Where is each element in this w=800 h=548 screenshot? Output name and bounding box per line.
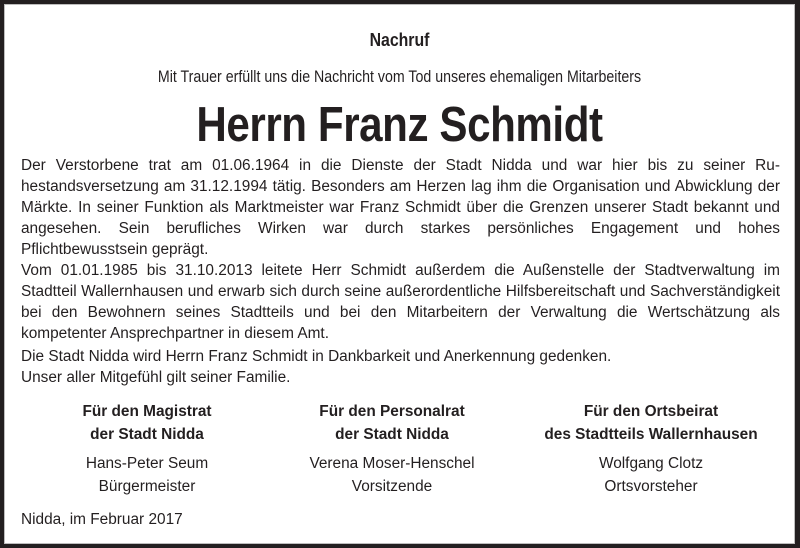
paragraph-branch-office: Vom 01.01.1985 bis 31.10.2013 leitete Herr Schmidt außerdem die Außenstelle der Stadtverwaltung im Stadtteil Wallernhausen und erwarb sich durch seine außerordentliche Hilfsbereitschaft und Sachverständigkeit bei den Bewohnern seines Stadtteils und bei den Mitarbeitern der Verwaltung die Wertschätzung als kompetenter Ansprechpartner in diesem Amt. [21,262,780,342]
signatory-name: Hans-Peter Seum [85,455,209,472]
signatory-org-line1: Für den Magistrat [82,403,212,420]
signatory-role: Ortsvorsteher [604,478,698,495]
obituary-notice [4,4,795,544]
notice-kicker: Nachruf [369,30,430,50]
signatory-org-line1: Für den Personalrat [319,403,465,420]
closing-line-condolence: Unser aller Mitgefühl gilt seiner Familie. [21,369,291,386]
dateline: Nidda, im Februar 2017 [21,511,183,528]
signatory-org-line2: der Stadt Nidda [335,426,449,443]
signatory-org-line2: der Stadt Nidda [90,426,204,443]
notice-intro: Mit Trauer erfüllt uns die Nachricht vom Tod unseres ehemaligen Mitarbeiters [157,68,642,86]
signatory-name: Wolfgang Clotz [598,455,704,472]
signatory-magistrat [27,400,267,498]
signatory-name: Verena Moser-Henschel [309,455,475,472]
signatory-role: Bürgermeister [98,478,196,495]
paragraph-career: Der Verstorbene trat am 01.06.1964 in die Dienste der Stadt Nidda und war hier bis zu seiner Ruhestandsversetzung am 31.12.1994 tätig. Besonders am Herzen lag ihm die Organisation und Abwicklung der Märkte. In seiner Funktion als Marktmeister war Franz Schmidt über die Grenzen unserer Stadt bekannt und angesehen. Sein berufliches Wirken war durch starkes persönliches Engagement und hohes Pflichtbewusstsein geprägt. [21,157,780,258]
signatory-org-line2: des Stadtteils Wallernhausen [544,426,758,443]
signatory-org-line1: Für den Ortsbeirat [583,403,719,420]
signatory-personalrat [272,400,512,498]
closing-paragraph [21,346,780,388]
signatory-ortsbeirat [516,400,786,498]
closing-line-remembrance: Die Stadt Nidda wird Herrn Franz Schmidt in Dankbarkeit und Anerkennung gedenken. [21,348,612,365]
signatory-role: Vorsitzende [351,478,433,495]
deceased-name-headline: Herrn Franz Schmidt [196,98,603,152]
